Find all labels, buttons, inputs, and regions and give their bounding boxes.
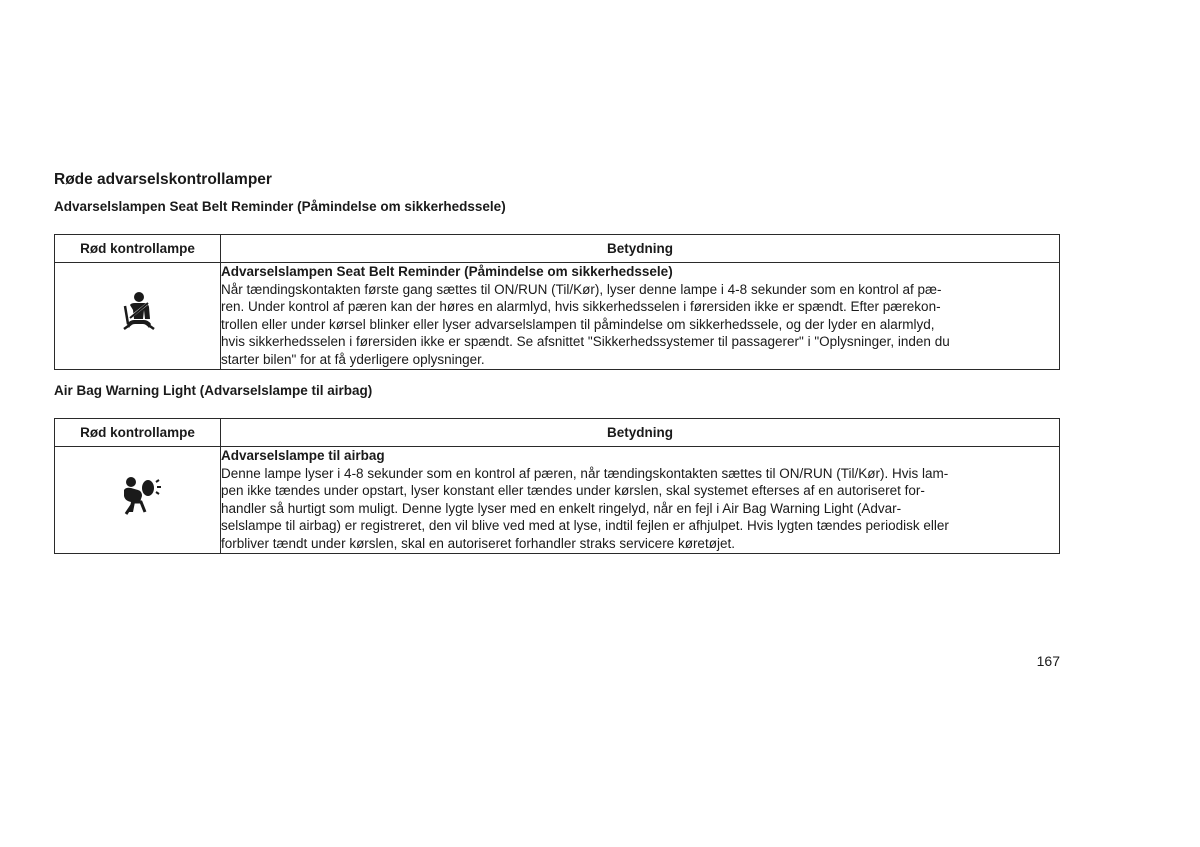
column-header-lamp: Rød kontrollampe (55, 419, 221, 447)
meaning-title: Advarselslampen Seat Belt Reminder (Påmindelse om sikkerhedssele) (221, 264, 673, 279)
meaning-line: forbliver tændt under kørslen, skal en autoriseret forhandler straks servicere køretøjet. (221, 535, 735, 551)
meaning-line: hvis sikkerhedsselen i førersiden ikke er spændt. Se afsnittet "Sikkerhedssystemer til passagerer" i "Oplysninger, inden du (221, 334, 950, 350)
column-header-meaning: Betydning (221, 235, 1060, 263)
meaning-title: Advarselslampe til airbag (221, 448, 385, 463)
column-header-lamp: Rød kontrollampe (55, 235, 221, 263)
airbag-heading: Air Bag Warning Light (Advarselslampe til airbag) (54, 383, 373, 398)
meaning-line: pen ikke tændes under opstart, lyser konstant eller tændes under kørslen, skal systemet efterses af en autoriseret for- (221, 483, 925, 499)
table-row (55, 447, 1060, 554)
table-header-row (55, 235, 1060, 263)
table-header-row (55, 419, 1060, 447)
meaning-line: selslampe til airbag) er registreret, den vil blive ved med at lyse, indtil fejlen er afhjulpet. Hvis lygten tændes periodisk eller (221, 518, 949, 534)
meaning-line: trollen eller under kørsel blinker eller lyser advarselslampen til påmindelse om sikkerhedssele, og der lyder en alarmlyd, (221, 316, 935, 332)
page-number: 167 (1036, 653, 1060, 669)
meaning-line: ren. Under kontrol af pæren kan der høres en alarmlyd, hvis sikkerhedsselen i førersiden ikke er spændt. Efter pærekon- (221, 299, 941, 315)
lamp-icon-cell (55, 263, 221, 370)
meaning-cell (221, 447, 1060, 554)
meaning-line: Når tændingskontakten første gang sættes til ON/RUN (Til/Kør), lyser denne lampe i 4-8 sekunder som en kontrol af pæ- (221, 281, 942, 297)
lamp-icon-cell (55, 447, 221, 554)
manual-page (54, 0, 1060, 847)
seat-belt-table (54, 234, 1060, 370)
airbag-icon (113, 472, 163, 522)
seat-belt-heading: Advarselslampen Seat Belt Reminder (Påmindelse om sikkerhedssele) (54, 199, 506, 214)
airbag-table (54, 418, 1060, 554)
meaning-line: Denne lampe lyser i 4-8 sekunder som en kontrol af pæren, når tændingskontakten sættes til ON/RUN (Til/Kør). Hvis lam- (221, 465, 949, 481)
table-row (55, 263, 1060, 370)
meaning-cell (221, 263, 1060, 370)
section-title: Røde advarselskontrollamper (54, 171, 272, 188)
seat-belt-icon (113, 288, 163, 338)
column-header-meaning: Betydning (221, 419, 1060, 447)
meaning-line: starter bilen" for at få yderligere oplysninger. (221, 351, 485, 367)
meaning-line: handler så hurtigt som muligt. Denne lygte lyser med en enkelt ringelyd, når en fejl i Air Bag Warning Light (Advar- (221, 500, 902, 516)
